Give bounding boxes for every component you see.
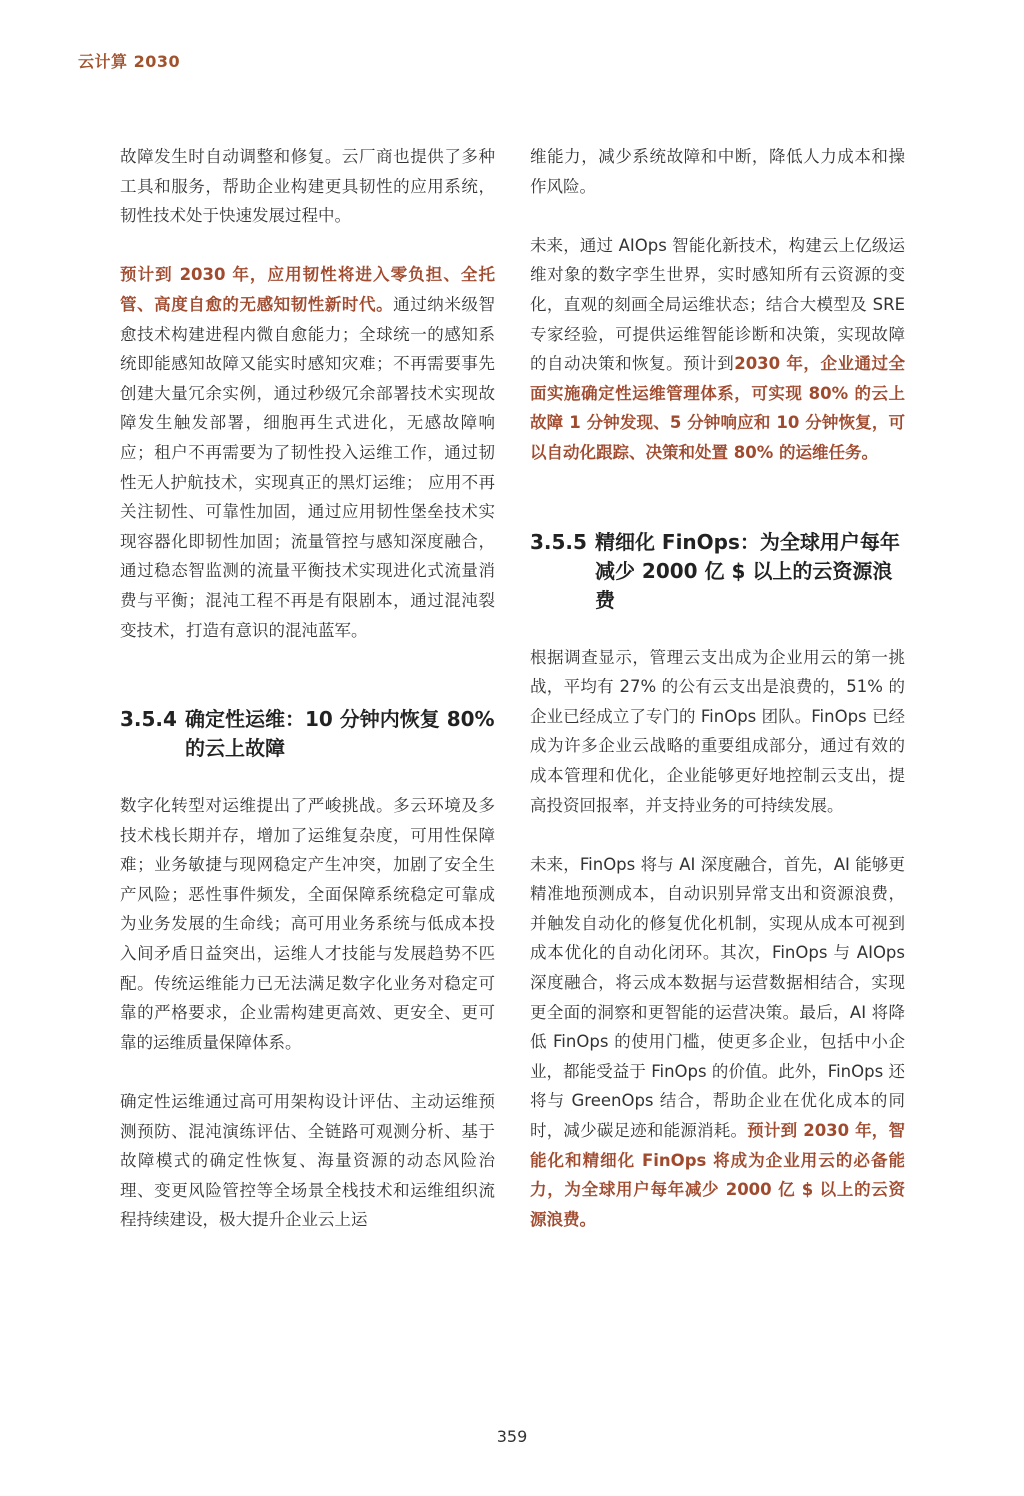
right-paragraph-3: 根据调查显示，管理云支出成为企业用云的第一挑战，平均有 27% 的公有云支出是浪费的，51% 的企业已经成立了专门的 FinOps 团队。FinOps 已经成为许多企业云战略的重要组成部分，通过有效的成本管理和优化，企业能够更好地控制云支出，提高投资回报率，并支持业务的可持续发展。 [530, 647, 905, 815]
right-paragraph-4 [530, 850, 905, 1235]
section-heading-3-5-5 [530, 528, 905, 615]
highlight-text: 预计到 2030 年，应用韧性将进入零负担、全托管、高度自愈的无感知韧性新时代。 [120, 265, 495, 314]
body-text: 未来，通过 AIOps 智能化新技术，构建云上亿级运维对象的数字孪生世界，实时感知所有云资源的变化，直观的刻画全局运维状态；结合大模型及 SRE 专家经验，可提供运维智能诊断和决策，实现故障的自动决策和恢复。预计到 [530, 235, 905, 374]
body-text: 未来，FinOps 将与 AI 深度融合，首先，AI 能够更精准地预测成本，自动识别异常支出和资源浪费，并触发自动化的修复优化机制，实现从成本可视到成本优化的自动化闭环。其次，FinOps 与 AIOps 深度融合，将云成本数据与运营数据相结合，实现更全面的洞察和更智能的运营决策。最后，AI 将降低 FinOps 的使用门槛，使更多企业，包括中小企业，都能受益于 FinOps 的价值。此外，FinOps 还将与 GreenOps 结合，帮助企业在优化成本的同时，减少碳足迹和能源消耗。 [530, 854, 905, 1141]
left-paragraph-1: 故障发生时自动调整和修复。云厂商也提供了多种工具和服务，帮助企业构建更具韧性的应用系统，韧性技术处于快速发展过程中。 [120, 147, 495, 226]
section-number: 3.5.5 [530, 529, 587, 554]
left-paragraph-4: 确定性运维通过高可用架构设计评估、主动运维预测预防、混沌演练评估、全链路可观测分析、基于故障模式的确定性恢复、海量资源的动态风险治理、变更风险管控等全场景全栈技术和运维组织流程持续建设，极大提升企业云上运 [120, 1092, 495, 1230]
page-number: 359 [496, 1427, 528, 1446]
section-heading-3-5-4 [120, 705, 495, 763]
highlight-text: 预计到 2030 年，智能化和精细化 FinOps 将成为企业用云的必备能力，为全球用户每年减少 2000 亿 $ 以上的云资源浪费。 [530, 1121, 905, 1229]
running-header: 云计算 2030 [78, 52, 181, 71]
right-column [530, 142, 905, 1234]
left-paragraph-2 [120, 260, 495, 645]
highlight-text: 2030 年，企业通过全面实施确定性运维管理体系，可实现 80% 的云上故障 1 分钟发现、5 分钟响应和 10 分钟恢复，可以自动化跟踪、决策和处置 80% 的运维任务。 [530, 354, 906, 462]
right-paragraph-2 [530, 231, 905, 468]
left-paragraph-3: 数字化转型对运维提出了严峻挑战。多云环境及多技术栈长期并存，增加了运维复杂度，可用性保障难；业务敏捷与现网稳定产生冲突，加剧了安全生产风险；恶性事件频发，全面保障系统稳定可靠成为业务发展的生命线；高可用业务系统与低成本投入间矛盾日益突出，运维人才技能与发展趋势不匹配。传统运维能力已无法满足数字化业务对稳定可靠的严格要求，企业需构建更高效、更安全、更可靠的运维质量保障体系。 [120, 796, 495, 1052]
section-title: 精细化 FinOps：为全球用户每年减少 2000 亿 $ 以上的云资源浪费 [594, 529, 900, 612]
section-number: 3.5.4 [120, 707, 177, 732]
left-column [120, 142, 495, 1235]
right-paragraph-1: 维能力，减少系统故障和中断，降低人力成本和操作风险。 [530, 147, 905, 196]
section-title: 确定性运维：10 分钟内恢复 80% 的云上故障 [184, 707, 495, 761]
body-text: 通过纳米级智愈技术构建进程内微自愈能力；全球统一的感知系统即能感知故障又能实时感知灾难；不再需要事先创建大量冗余实例，通过秒级冗余部署技术实现故障发生触发部署，细胞再生式进化，无感故障响应；租户不再需要为了韧性投入运维工作，通过韧性无人护航技术，实现真正的黑灯运维； 应用不再关注韧性、可靠性加固，通过应用韧性堡垒技术实现容器化即韧性加固；流量管控与感知深度融合，通过稳态智监测的流量平衡技术实现进化式流量消费与平衡；混沌工程不再是有限剧本，通过混沌裂变技术，打造有意识的混沌蓝军。 [120, 294, 496, 640]
